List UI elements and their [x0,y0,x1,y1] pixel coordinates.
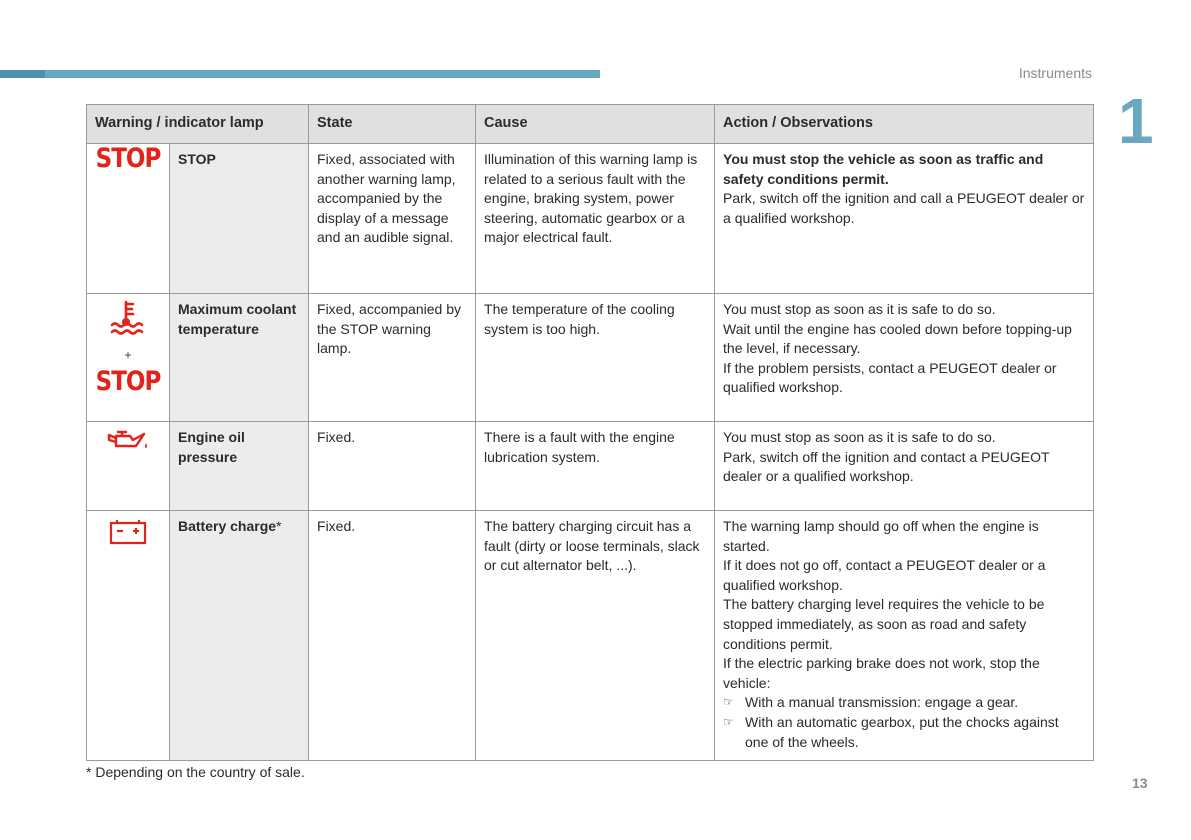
oil-can-icon [106,428,150,452]
action-bullet [723,693,1085,713]
lamp-name: Engine oil pressure [170,422,309,511]
lamp-state: Fixed. [309,511,476,761]
action-line: Park, switch off the ignition and call a PEUGEOT dealer or a qualified workshop. [723,190,1085,226]
pointing-hand-icon: ☞ [723,695,734,710]
action-line: If the electric parking brake does not work, stop the vehicle: [723,655,1040,691]
stop-warning-icon: STOP [95,143,161,174]
lamp-icon-cell [87,511,170,761]
action-line: Wait until the engine has cooled down before topping-up the level, if necessary. [723,320,1072,357]
action-emphasis: You must stop the vehicle as soon as traffic and safety conditions permit. [723,151,1044,187]
lamp-action [715,422,1094,511]
lamp-action [715,511,1094,761]
lamp-name-text: Battery charge [178,518,277,534]
lamp-state: Fixed, accompanied by the STOP warning lamp. [309,294,476,422]
lamp-action [715,294,1094,422]
top-accent-bar [0,70,600,78]
header-lamp: Warning / indicator lamp [87,105,309,144]
action-line: The warning lamp should go off when the engine is started. [723,518,1039,554]
battery-icon [108,517,148,545]
stop-warning-icon: STOP [95,367,161,398]
action-line: You must stop as soon as it is safe to do so. [723,429,996,445]
page-number: 13 [1132,775,1148,791]
table-row [87,144,1094,294]
action-line: If it does not go off, contact a PEUGEOT dealer or a qualified workshop. [723,557,1046,593]
table-row [87,294,1094,422]
action-line: Park, switch off the ignition and contact a PEUGEOT dealer or a qualified workshop. [723,448,1050,485]
lamp-action [715,144,1094,294]
chapter-number: 1 [1118,85,1154,157]
action-line: You must stop as soon as it is safe to do so. [723,301,996,317]
bullet-text: With a manual transmission: engage a gear. [745,694,1019,711]
lamp-state: Fixed, associated with another warning lamp, accompanied by the display of a message and an audible signal. [309,144,476,294]
bullet-text: With an automatic gearbox, put the chocks against one of the wheels. [745,713,1059,750]
table-row [87,422,1094,511]
lamp-state: Fixed. [309,422,476,511]
lamp-name [170,511,309,761]
table-row [87,511,1094,761]
action-line: The battery charging level requires the vehicle to be stopped immediately, as soon as road and safety conditions permit. [723,596,1045,652]
action-line: If the problem persists, contact a PEUGEOT dealer or qualified workshop. [723,359,1057,396]
plus-sign: + [124,347,132,362]
footnote: * Depending on the country of sale. [86,764,305,780]
footnote-marker: * [276,518,282,534]
table-header-row [87,105,1094,144]
coolant-temperature-icon [108,300,148,336]
warning-lamps-table [86,104,1094,761]
header-action: Action / Observations [715,105,1094,144]
action-bullet [723,713,1085,752]
header-state: State [309,105,476,144]
lamp-icon-cell [87,422,170,511]
lamp-cause: Illumination of this warning lamp is related to a serious fault with the engine, braking system, power steering, automatic gearbox or a major electrical fault. [476,144,715,294]
lamp-cause: There is a fault with the engine lubrication system. [476,422,715,511]
lamp-icon-cell [87,144,170,294]
top-accent-bar-dark [0,70,45,78]
lamp-icon-cell [87,294,170,422]
pointing-hand-icon: ☞ [723,714,734,729]
lamp-cause: The temperature of the cooling system is too high. [476,294,715,422]
header-cause: Cause [476,105,715,144]
lamp-cause: The battery charging circuit has a fault (dirty or loose terminals, slack or cut alternator belt, ...). [476,511,715,761]
lamp-name: STOP [170,144,309,294]
section-title: Instruments [1018,65,1092,81]
lamp-name: Maximum coolant temperature [170,294,309,422]
